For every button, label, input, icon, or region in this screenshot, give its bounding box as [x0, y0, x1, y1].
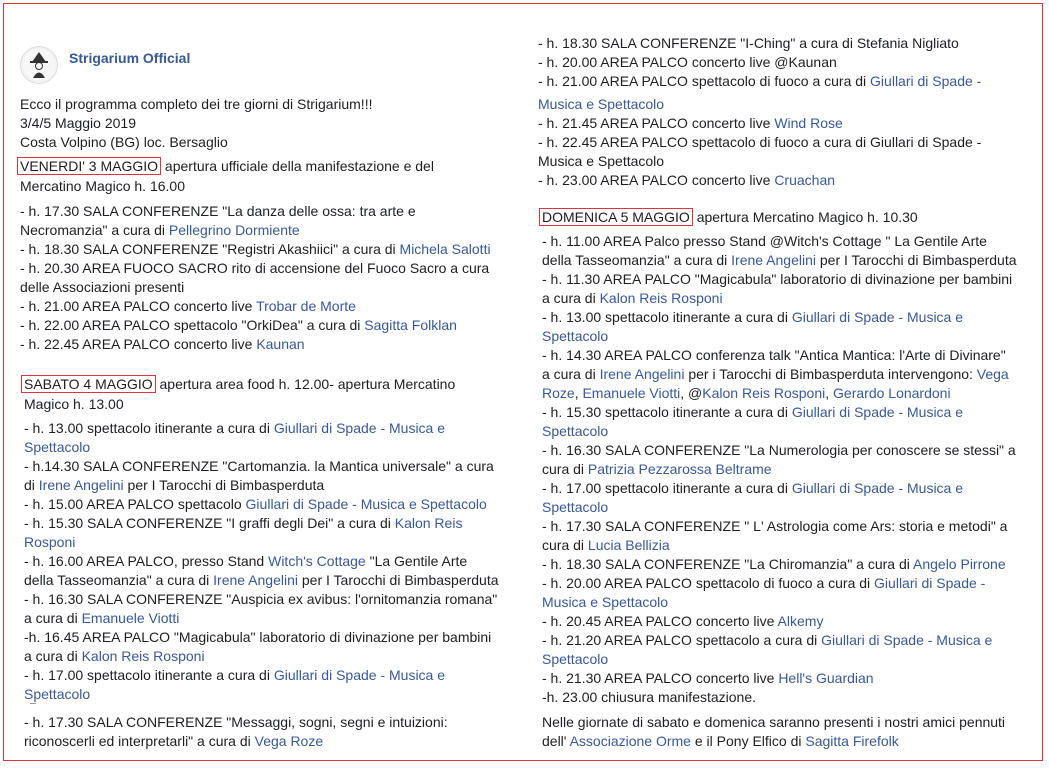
post-line: [24, 375, 455, 393]
profile-link[interactable]: Giullari di Spade - Musica e: [791, 480, 964, 496]
post-text: - h. 22.45 AREA PALCO concerto live: [20, 336, 257, 352]
profile-link[interactable]: Associazione Orme: [569, 733, 691, 749]
post-text: - h. 17.30 SALA CONFERENZE "Messaggi, sogni, segni e intuizioni:: [24, 714, 448, 730]
post-text: Costa Volpino (BG) loc. Bersaglio: [20, 134, 228, 150]
post-line: [542, 289, 723, 307]
post-line: [542, 555, 1006, 573]
profile-link[interactable]: Giullari di Spade - Musica e: [791, 309, 964, 325]
post-line: [24, 732, 323, 750]
post-text: - h. 21.45 AREA PALCO concerto live: [538, 115, 775, 131]
profile-link[interactable]: Irene Angelini: [38, 477, 124, 493]
profile-link[interactable]: Trobar de Morte: [256, 298, 356, 314]
post-line: [538, 171, 835, 189]
post-text: - h. 13.00 spettacolo itinerante a cura di: [542, 309, 792, 325]
day-heading: VENERDI' 3 MAGGIO: [17, 157, 161, 175]
profile-link[interactable]: Irene Angelini: [213, 572, 298, 588]
post-line: [538, 34, 959, 52]
post-text: cura di: [542, 537, 588, 553]
profile-link[interactable]: Spettacolo: [542, 651, 609, 667]
post-line: [542, 308, 963, 326]
post-line: [538, 133, 981, 151]
post-text: - h. 21.00 AREA PALCO concerto live: [20, 298, 257, 314]
post-line: [542, 208, 918, 226]
post-text: - h. 20.30 AREA FUOCO SACRO rito di accensione del Fuoco Sacro a cura: [20, 260, 490, 276]
profile-link[interactable]: Kalon Reis Rosponi: [702, 385, 826, 401]
profile-link[interactable]: Alkemy: [777, 613, 824, 629]
post-text: - h. 16.30 SALA CONFERENZE "La Numerologia per conoscere se stessi" a: [542, 442, 1016, 458]
post-text: per I Tarocchi di Bimbasperduta: [123, 477, 325, 493]
post-line: [542, 612, 823, 630]
profile-link[interactable]: Sagitta Folklan: [364, 317, 457, 333]
post-text: ,: [825, 385, 834, 401]
post-text: - h. 15.30 spettacolo itinerante a cura di: [542, 404, 792, 420]
post-line: [24, 647, 205, 665]
post-line: [542, 688, 756, 706]
post-text: - h. 18.30 SALA CONFERENZE "Registri Akashiici" a cura di: [20, 241, 400, 257]
profile-link[interactable]: Kaunan: [256, 336, 305, 352]
post-text: - h. 16.30 SALA CONFERENZE "Auspicia ex avibus: l'ornitomanzia romana": [24, 591, 498, 607]
post-text: della Tasseomanzia" a cura di: [542, 252, 732, 268]
post-line: [20, 177, 185, 195]
profile-link[interactable]: Wind Rose: [774, 115, 843, 131]
profile-link[interactable]: Giullari di Spade - Musica e Spettacolo: [245, 496, 487, 512]
post-line: [20, 278, 184, 296]
post-line: [24, 609, 179, 627]
post-text: - h. 11.00 AREA Palco presso Stand @Witch's Cottage " La Gentile Arte: [542, 233, 987, 249]
post-text: - h. 17.30 SALA CONFERENZE " L' Astrologia come Ars: storia e metodi" a: [542, 518, 1008, 534]
profile-link[interactable]: Giullari di Spade -: [874, 575, 986, 591]
post-line: [20, 202, 416, 220]
post-text: della Tasseomanzia" a cura di: [24, 572, 214, 588]
post-text: delle Associazioni presenti: [20, 279, 185, 295]
post-line: [538, 152, 664, 170]
page-avatar[interactable]: [20, 46, 58, 84]
post-line: [542, 713, 1005, 731]
post-line: [538, 95, 664, 113]
profile-link[interactable]: Kalon Reis: [394, 515, 463, 531]
post-line: [542, 422, 608, 440]
post-line: [20, 221, 300, 239]
post-line: [538, 53, 837, 71]
post-line: [542, 574, 985, 592]
profile-link[interactable]: Spettacolo: [24, 439, 91, 455]
profile-link[interactable]: Spettacolo: [542, 328, 609, 344]
profile-link[interactable]: Michela Salotti: [399, 241, 491, 257]
post-text: - h. 11.30 AREA PALCO "Magicabula" laboratorio di divinazione per bambini: [542, 271, 1013, 287]
post-text: - h. 20.00 AREA PALCO concerto live @Kaunan: [538, 54, 837, 70]
post-text: apertura Mercatino Magico h. 10.30: [692, 209, 918, 225]
post-line: [24, 552, 467, 570]
post-line: [20, 259, 489, 277]
post-line: [542, 441, 1016, 459]
post-line: [542, 251, 1017, 269]
post-text: - h. 15.30 SALA CONFERENZE "I graffi degli Dei" a cura di: [24, 515, 395, 531]
post-text: -h. 16.45 AREA PALCO "Magicabula" laboratorio di divinazione per bambini: [24, 629, 492, 645]
post-line: [24, 590, 497, 608]
post-line: [20, 335, 305, 353]
post-text: - h.14.30 SALA CONFERENZE "Cartomanzia. la Mantica universale" a cura: [24, 458, 494, 474]
post-text: - h. 15.00 AREA PALCO spettacolo: [24, 496, 246, 512]
post-line: [24, 395, 124, 413]
profile-link[interactable]: Emanuele Viotti: [582, 385, 681, 401]
post-line: [542, 732, 899, 750]
post-text: per i Tarocchi di Bimbasperduta intervengono:: [684, 366, 977, 382]
post-text: a cura di: [24, 610, 82, 626]
post-line: [542, 270, 1012, 288]
post-line: [24, 419, 445, 437]
profile-link[interactable]: Kalon Reis Rosponi: [599, 290, 723, 306]
post-text: Nelle giornate di sabato e domenica saranno presenti i nostri amici pennuti: [542, 714, 1006, 730]
post-text: - h. 20.45 AREA PALCO concerto live: [542, 613, 778, 629]
post-text: ,: [574, 385, 583, 401]
profile-link[interactable]: Witch's Cottage: [268, 553, 366, 569]
post-text: - h. 23.00 AREA PALCO concerto live: [538, 172, 775, 188]
post-line: [24, 514, 462, 532]
profile-link[interactable]: Giullari di Spade - Musica e: [273, 667, 446, 683]
post-text: Necromanzia" a cura di: [20, 222, 169, 238]
post-text: Mercatino Magico h. 16.00: [20, 178, 185, 194]
post-line: [20, 157, 434, 175]
profile-link[interactable]: Irene Angelini: [731, 252, 816, 268]
profile-link[interactable]: Vega Roze: [254, 733, 324, 749]
post-text: - h. 14.30 AREA PALCO conferenza talk "Antica Mantica: l'Arte di Divinare": [542, 347, 1006, 363]
post-text: dell': [542, 733, 570, 749]
post-line: [24, 533, 75, 551]
profile-link[interactable]: Spettacolo: [542, 499, 609, 515]
post-line: [24, 628, 491, 646]
post-line: [538, 114, 843, 132]
post-line: [542, 384, 951, 402]
post-line: [24, 438, 90, 456]
post-text: e il Pony Elfico di: [690, 733, 806, 749]
post-line: [542, 517, 1007, 535]
profile-link[interactable]: Cruachan: [774, 172, 836, 188]
post-text: - h. 21.20 AREA PALCO spettacolo a cura di: [542, 632, 822, 648]
profile-link[interactable]: Patrizia Pezzarossa Beltrame: [587, 461, 772, 477]
post-text: 3/4/5 Maggio 2019: [20, 115, 136, 131]
profile-link[interactable]: Rosponi: [24, 534, 76, 550]
profile-link[interactable]: Lucia Bellizia: [587, 537, 670, 553]
profile-link[interactable]: Irene Angelini: [599, 366, 685, 382]
profile-link[interactable]: Giullari di Spade - Musica e: [821, 632, 993, 648]
profile-link[interactable]: Musica e Spettacolo: [538, 96, 665, 112]
post-text: per I Tarocchi di Bimbasperduta: [816, 252, 1017, 268]
post-text: - h. 16.00 AREA PALCO, presso Stand: [24, 553, 269, 569]
post-line: [24, 685, 90, 703]
post-text: - h. 17.00 spettacolo itinerante a cura di: [542, 480, 792, 496]
profile-link[interactable]: Sagitta Firefolk: [805, 733, 899, 749]
post-line: [542, 631, 992, 649]
post-text: , @: [680, 385, 703, 401]
divider: [30, 703, 36, 704]
post-text: - h. 18.30 SALA CONFERENZE "I-Ching" a cura di Stefania Nigliato: [538, 35, 959, 51]
profile-link[interactable]: Vega: [976, 366, 1009, 382]
post-line: [542, 365, 1009, 383]
post-line: [542, 498, 608, 516]
post-line: [24, 666, 445, 684]
post-line: [24, 495, 487, 513]
post-line: [24, 476, 324, 494]
post-text: - h. 17.00 spettacolo itinerante a cura di: [24, 667, 274, 683]
profile-link[interactable]: Musica e Spettacolo: [542, 594, 669, 610]
post-line: [542, 232, 987, 250]
day-heading: DOMENICA 5 MAGGIO: [539, 208, 693, 226]
profile-link[interactable]: Angelo Pirrone: [913, 556, 1006, 572]
post-text: - h. 21.00 AREA PALCO spettacolo di fuoco a cura di: [538, 73, 871, 89]
post-text: a cura di: [24, 648, 82, 664]
post-line: [542, 327, 608, 345]
post-line: [20, 114, 136, 132]
post-text: apertura area food h. 12.00- apertura Mercatino: [155, 376, 456, 392]
profile-link[interactable]: Kalon Reis Rosponi: [81, 648, 205, 664]
post-line: [20, 240, 491, 258]
profile-link[interactable]: Gerardo Lonardoni: [833, 385, 951, 401]
post-line: [542, 593, 668, 611]
profile-link[interactable]: Emanuele Viotti: [81, 610, 180, 626]
post-text: riconoscerli ed interpretarli" a cura di: [24, 733, 255, 749]
post-text: - h. 20.00 AREA PALCO spettacolo di fuoco a cura di: [542, 575, 875, 591]
post-text: "La Gentile Arte: [365, 553, 468, 569]
post-line: [24, 457, 494, 475]
post-line: [538, 72, 981, 90]
profile-link[interactable]: Giullari di Spade -: [870, 73, 982, 89]
post-text: apertura ufficiale della manifestazione e del: [161, 158, 434, 174]
page-name-link[interactable]: Strigarium Official: [69, 50, 191, 66]
post-line: [542, 536, 670, 554]
profile-link[interactable]: Hell's Guardian: [778, 670, 874, 686]
post-line: [24, 713, 448, 731]
post-line: [542, 460, 772, 478]
post-line: [542, 650, 608, 668]
post-text: - h. 13.00 spettacolo itinerante a cura di: [24, 420, 274, 436]
post-text: a cura di: [542, 290, 600, 306]
post-text: - h. 18.30 SALA CONFERENZE "La Chiromanzia" a cura di: [542, 556, 913, 572]
profile-link[interactable]: Pellegrino Dormiente: [168, 222, 300, 238]
post-line: [542, 403, 963, 421]
profile-link[interactable]: Roze: [542, 385, 575, 401]
witch-logo-icon: [21, 47, 57, 83]
post-text: - h. 17.30 SALA CONFERENZE "La danza delle ossa: tra arte e: [20, 203, 416, 219]
profile-link[interactable]: Spettacolo: [542, 423, 609, 439]
post-line: [542, 346, 1006, 364]
post-text: di: [24, 477, 39, 493]
day-heading: SABATO 4 MAGGIO: [21, 375, 156, 393]
post-line: [20, 297, 356, 315]
post-text: - h. 21.30 AREA PALCO concerto live: [542, 670, 779, 686]
post-line: [20, 316, 457, 334]
post-text: a cura di: [542, 366, 600, 382]
post-text: per I Tarocchi di Bimbasperduta: [298, 572, 499, 588]
post-text: cura di: [542, 461, 588, 477]
post-line: [20, 133, 228, 151]
profile-link[interactable]: Giullari di Spade - Musica e: [791, 404, 964, 420]
post-text: - h. 22.00 AREA PALCO spettacolo "OrkiDea" a cura di: [20, 317, 365, 333]
post-text: Ecco il programma completo dei tre giorni di Strigarium!!!: [20, 96, 373, 112]
post-text: -h. 23.00 chiusura manifestazione.: [542, 689, 757, 705]
post-line: [20, 95, 372, 113]
post-line: [542, 479, 963, 497]
profile-link[interactable]: Spettacolo: [24, 686, 91, 702]
post-text: Musica e Spettacolo: [538, 153, 665, 169]
profile-link[interactable]: Giullari di Spade - Musica e: [273, 420, 446, 436]
post-text: Magico h. 13.00: [24, 396, 124, 412]
post-text: - h. 22.45 AREA PALCO spettacolo di fuoco a cura di Giullari di Spade -: [538, 134, 982, 150]
post-line: [24, 571, 499, 589]
post-line: [542, 669, 874, 687]
